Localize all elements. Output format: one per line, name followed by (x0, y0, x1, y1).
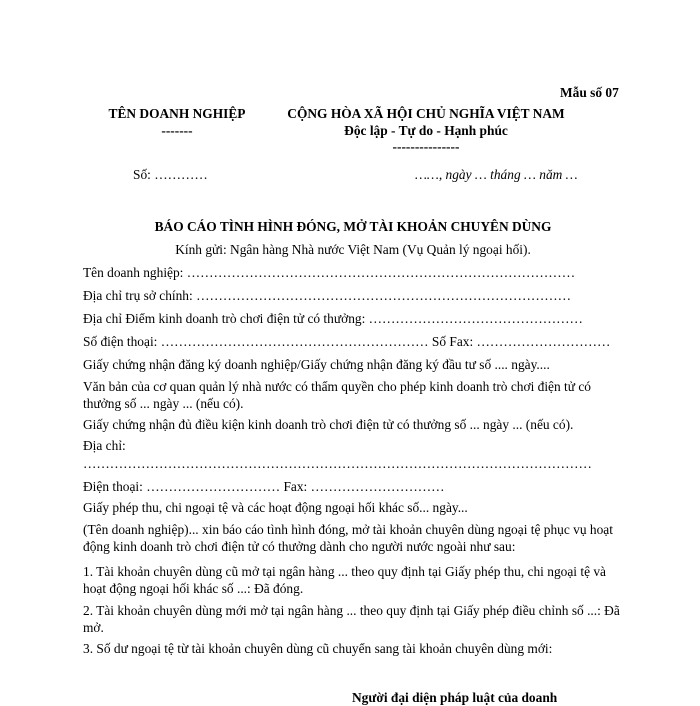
report-item-1: 1. Tài khoản chuyên dùng cũ mở tại ngân hàng ... theo quy định tại Giấy phép thu, chi ngoại tệ và hoạt động ngoại hối khác số ...: Đã đóng. (83, 564, 606, 596)
report-intro: (Tên doanh nghiệp)... xin báo cáo tình hình đóng, mở tài khoản chuyên dùng ngoại tệ phục vụ hoạt động kinh doanh trò chơi điện tử có thưởng dành cho người nước ngoài như sau: (83, 522, 613, 554)
phone-fax-field: Số điện thoại: …………………………………………………… Số Fax: ………………………… (83, 334, 611, 349)
eligibility-certificate-field: Giấy chứng nhận đủ điều kiện kinh doanh trò chơi điện tử có thưởng số ... ngày ... (nếu có). (83, 417, 574, 432)
report-title: BÁO CÁO TÌNH HÌNH ĐÓNG, MỞ TÀI KHOẢN CHUYÊN DÙNG (154, 219, 552, 234)
address-field: …………………………………………………………………………………………………… (83, 456, 592, 471)
business-registration-field: Giấy chứng nhận đăng ký doanh nghiệp/Giấy chứng nhận đăng ký đầu tư số .... ngày.... (83, 357, 550, 372)
report-item-2: 2. Tài khoản chuyên dùng mới mở tại ngân hàng ... theo quy định tại Giấy phép điều chỉnh số ...: Đã mở. (83, 603, 620, 635)
fx-permit-field: Giấy phép thu, chi ngoại tệ và các hoạt động ngoại hối khác số... ngày... (83, 500, 468, 515)
company-name-header: TÊN DOANH NGHIỆP (108, 106, 246, 121)
phone-fax-field-2: Điện thoại: ………………………… Fax: ………………………… (83, 479, 445, 494)
company-header-divider: ------- (161, 123, 193, 138)
document-number: Số: ………… (133, 167, 208, 182)
head-office-field: Địa chỉ trụ sở chính: ………………………………………………………………………… (83, 288, 572, 303)
report-item-3: 3. Số dư ngoại tệ từ tài khoản chuyên dùng cũ chuyển sang tài khoản chuyên dùng mới: (83, 641, 553, 656)
national-title: CỘNG HÒA XÃ HỘI CHỦ NGHĨA VIỆT NAM (287, 106, 565, 121)
form-number: Mẫu số 07 (560, 85, 619, 100)
company-name-field: Tên doanh nghiệp: …………………………………………………………………………… (83, 265, 576, 280)
signature-title: Người đại diện pháp luật của doanh (352, 690, 558, 705)
national-motto: Độc lập - Tự do - Hạnh phúc (344, 123, 508, 138)
address-label: Địa chỉ: (83, 438, 126, 453)
place-date-line: ……, ngày … tháng … năm … (415, 167, 578, 182)
business-location-field: Địa chỉ Điểm kinh doanh trò chơi điện tử có thưởng: ………………………………………… (83, 311, 583, 326)
license-document-field: Văn bản của cơ quan quản lý nhà nước có thẩm quyền cho phép kinh doanh trò chơi điện tử có thưởng số ... ngày ... (nếu có). (83, 379, 592, 411)
national-divider: --------------- (392, 139, 460, 154)
recipient-line: Kính gửi: Ngân hàng Nhà nước Việt Nam (Vụ Quản lý ngoại hối). (175, 242, 531, 257)
